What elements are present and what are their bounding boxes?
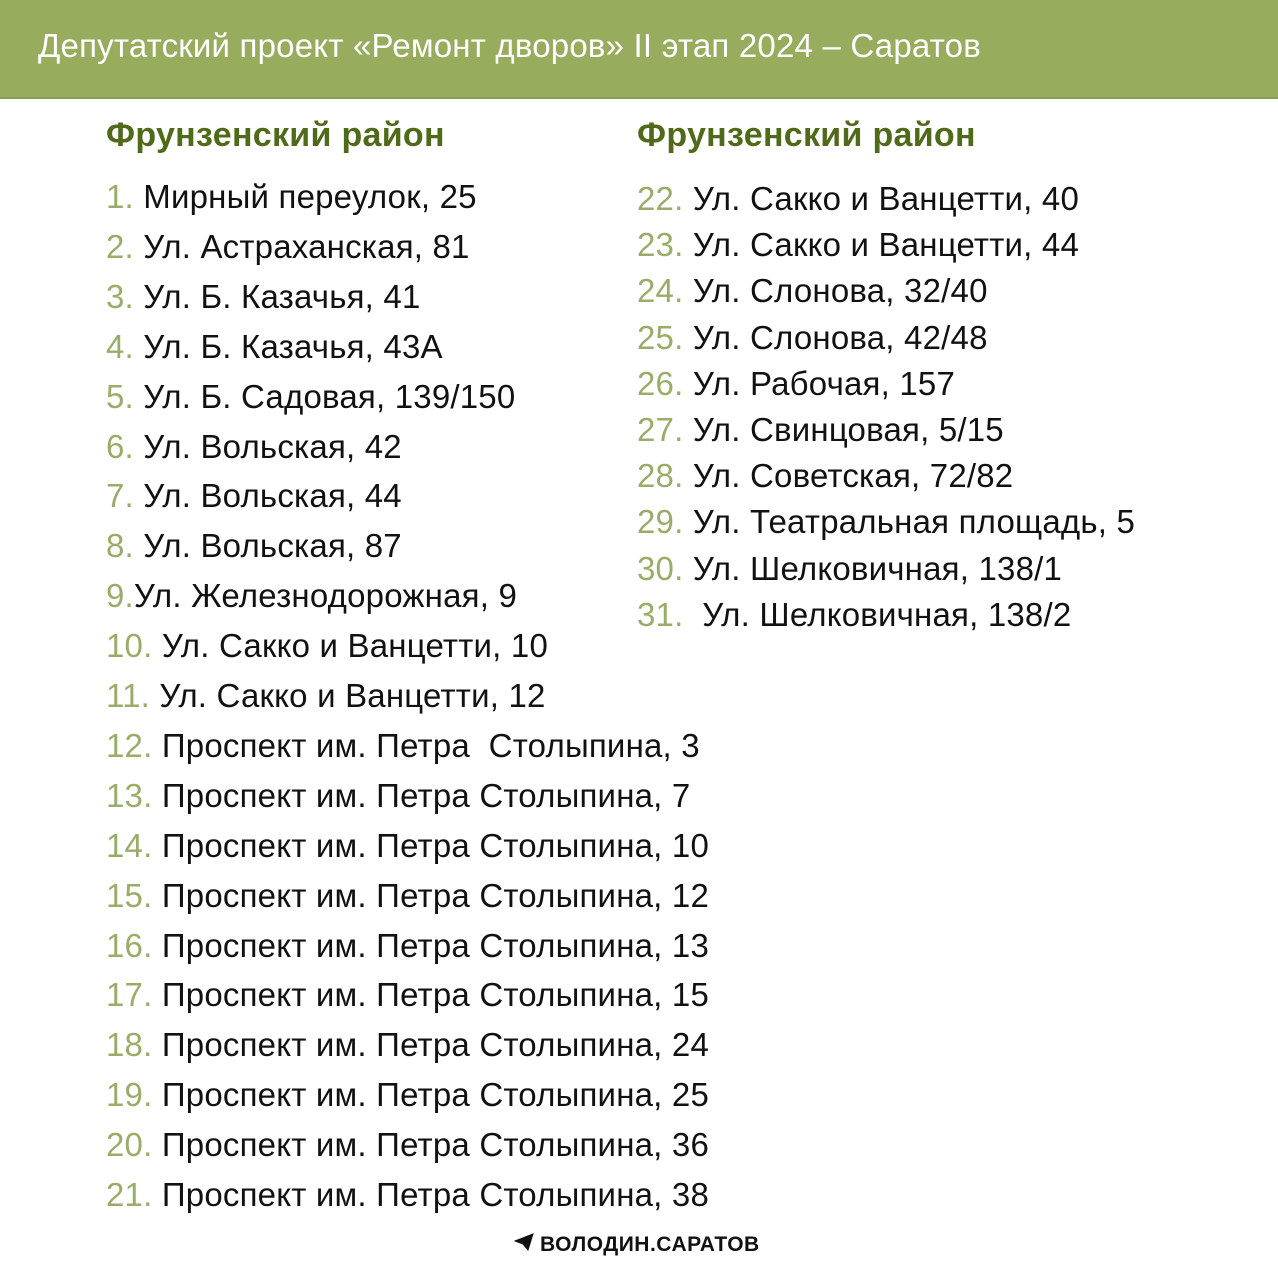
item-number: 6. [106, 427, 134, 465]
item-address: Ул. Сакко и Ванцетти, 12 [150, 677, 546, 714]
item-address: Проспект им. Петра Столыпина, 3 [152, 726, 700, 764]
list-item [106, 178, 477, 216]
item-number: 3. [106, 277, 134, 315]
item-address: Ул. Б. Казачья, 41 [133, 277, 421, 315]
list-item [637, 365, 955, 403]
item-number: 19. [106, 1076, 153, 1114]
list-item [106, 527, 402, 565]
item-number: 27. [637, 411, 684, 448]
list-item [106, 976, 709, 1014]
list-item [637, 226, 1079, 264]
item-address: Проспект им. Петра Столыпина, 10 [152, 826, 710, 864]
item-address: Ул. Железнодорожная, 9 [133, 577, 518, 615]
footer-brand [514, 1233, 760, 1257]
item-address: Проспект им. Петра Столыпина, 25 [152, 1076, 710, 1114]
item-address: Проспект им. Петра Столыпина, 7 [152, 776, 691, 814]
list-item [106, 727, 700, 765]
telegram-plane-icon [514, 1233, 534, 1257]
item-address: Мирный переулок, 25 [133, 178, 477, 215]
item-address: Ул. Слонова, 42/48 [683, 318, 988, 356]
item-address: Ул. Б. Садовая, 139/150 [133, 377, 516, 415]
list-item [637, 319, 988, 357]
list-item [106, 677, 546, 715]
list-item [106, 877, 709, 915]
item-number: 20. [106, 1126, 153, 1164]
item-number: 23. [637, 226, 684, 264]
item-number: 2. [106, 227, 134, 265]
list-item [637, 596, 1071, 634]
item-number: 13. [106, 776, 153, 814]
item-number: 17. [106, 976, 153, 1014]
list-item [106, 577, 517, 615]
list-item [106, 1076, 709, 1114]
item-address: Проспект им. Петра Столыпина, 13 [152, 926, 710, 964]
list-item [106, 278, 421, 316]
header-banner [0, 0, 1278, 99]
list-item [637, 503, 1135, 541]
item-number: 5. [106, 377, 134, 415]
list-item [106, 1126, 709, 1164]
item-number: 16. [106, 926, 153, 964]
item-address: Проспект им. Петра Столыпина, 12 [152, 876, 710, 914]
right-column-heading: Фрунзенский район [637, 116, 976, 154]
item-number: 7. [106, 477, 134, 515]
item-number: 18. [106, 1026, 153, 1064]
list-item [106, 428, 402, 466]
item-address: Проспект им. Петра Столыпина, 24 [152, 1026, 710, 1064]
item-number: 4. [106, 327, 134, 365]
list-item [637, 180, 1079, 218]
list-item [106, 328, 443, 366]
item-address: Ул. Слонова, 32/40 [683, 272, 988, 310]
list-item [106, 627, 548, 665]
list-item [106, 777, 690, 815]
item-number: 9. [106, 577, 134, 615]
item-address: Проспект им. Петра Столыпина, 36 [152, 1126, 710, 1164]
item-address: Ул. Сакко и Ванцетти, 44 [683, 226, 1080, 264]
item-number: 26. [637, 364, 684, 402]
item-address: Ул. Вольская, 44 [133, 477, 402, 515]
list-item [637, 272, 988, 310]
item-address: Ул. Свинцовая, 5/15 [683, 411, 1004, 448]
list-item [106, 927, 709, 965]
item-address: Ул. Сакко и Ванцетти, 40 [683, 180, 1080, 217]
list-item [637, 457, 1013, 495]
item-address: Проспект им. Петра Столыпина, 38 [152, 1176, 710, 1213]
item-number: 29. [637, 503, 684, 541]
item-number: 25. [637, 318, 684, 356]
list-item [106, 228, 470, 266]
item-number: 1. [106, 178, 134, 215]
item-address: Ул. Вольская, 87 [133, 527, 402, 565]
item-number: 12. [106, 726, 153, 764]
list-item [106, 1026, 709, 1064]
item-address: Ул. Рабочая, 157 [683, 364, 956, 402]
item-address: Ул. Сакко и Ванцетти, 10 [152, 627, 549, 665]
item-address: Ул. Театральная площадь, 5 [683, 503, 1136, 541]
list-item [106, 378, 515, 416]
item-number: 22. [637, 180, 684, 217]
item-number: 24. [637, 272, 684, 310]
list-item [637, 411, 1004, 449]
left-column-heading: Фрунзенский район [106, 116, 445, 154]
item-address: Ул. Б. Казачья, 43А [133, 327, 443, 365]
list-item [106, 1176, 709, 1214]
item-number: 11. [106, 677, 151, 714]
footer-label: ВОЛОДИН.САРАТОВ [540, 1233, 760, 1256]
item-address: Ул. Шелковичная, 138/1 [683, 549, 1063, 587]
item-number: 15. [106, 876, 153, 914]
item-number: 30. [637, 549, 684, 587]
item-number: 14. [106, 826, 153, 864]
item-number: 10. [106, 627, 153, 665]
item-address: Ул. Вольская, 42 [133, 427, 402, 465]
page-title: Депутатский проект «Ремонт дворов» II этап 2024 – Саратов [38, 27, 981, 64]
list-item [106, 827, 709, 865]
list-item [637, 550, 1062, 588]
item-number: 31. [637, 595, 684, 633]
list-item [106, 477, 402, 515]
item-address: Ул. Советская, 72/82 [683, 457, 1014, 495]
item-address: Проспект им. Петра Столыпина, 15 [152, 976, 710, 1014]
item-number: 28. [637, 457, 684, 495]
item-address: Ул. Шелковичная, 138/2 [683, 595, 1072, 633]
item-number: 21. [106, 1176, 153, 1213]
item-number: 8. [106, 527, 134, 565]
item-address: Ул. Астраханская, 81 [133, 227, 470, 265]
